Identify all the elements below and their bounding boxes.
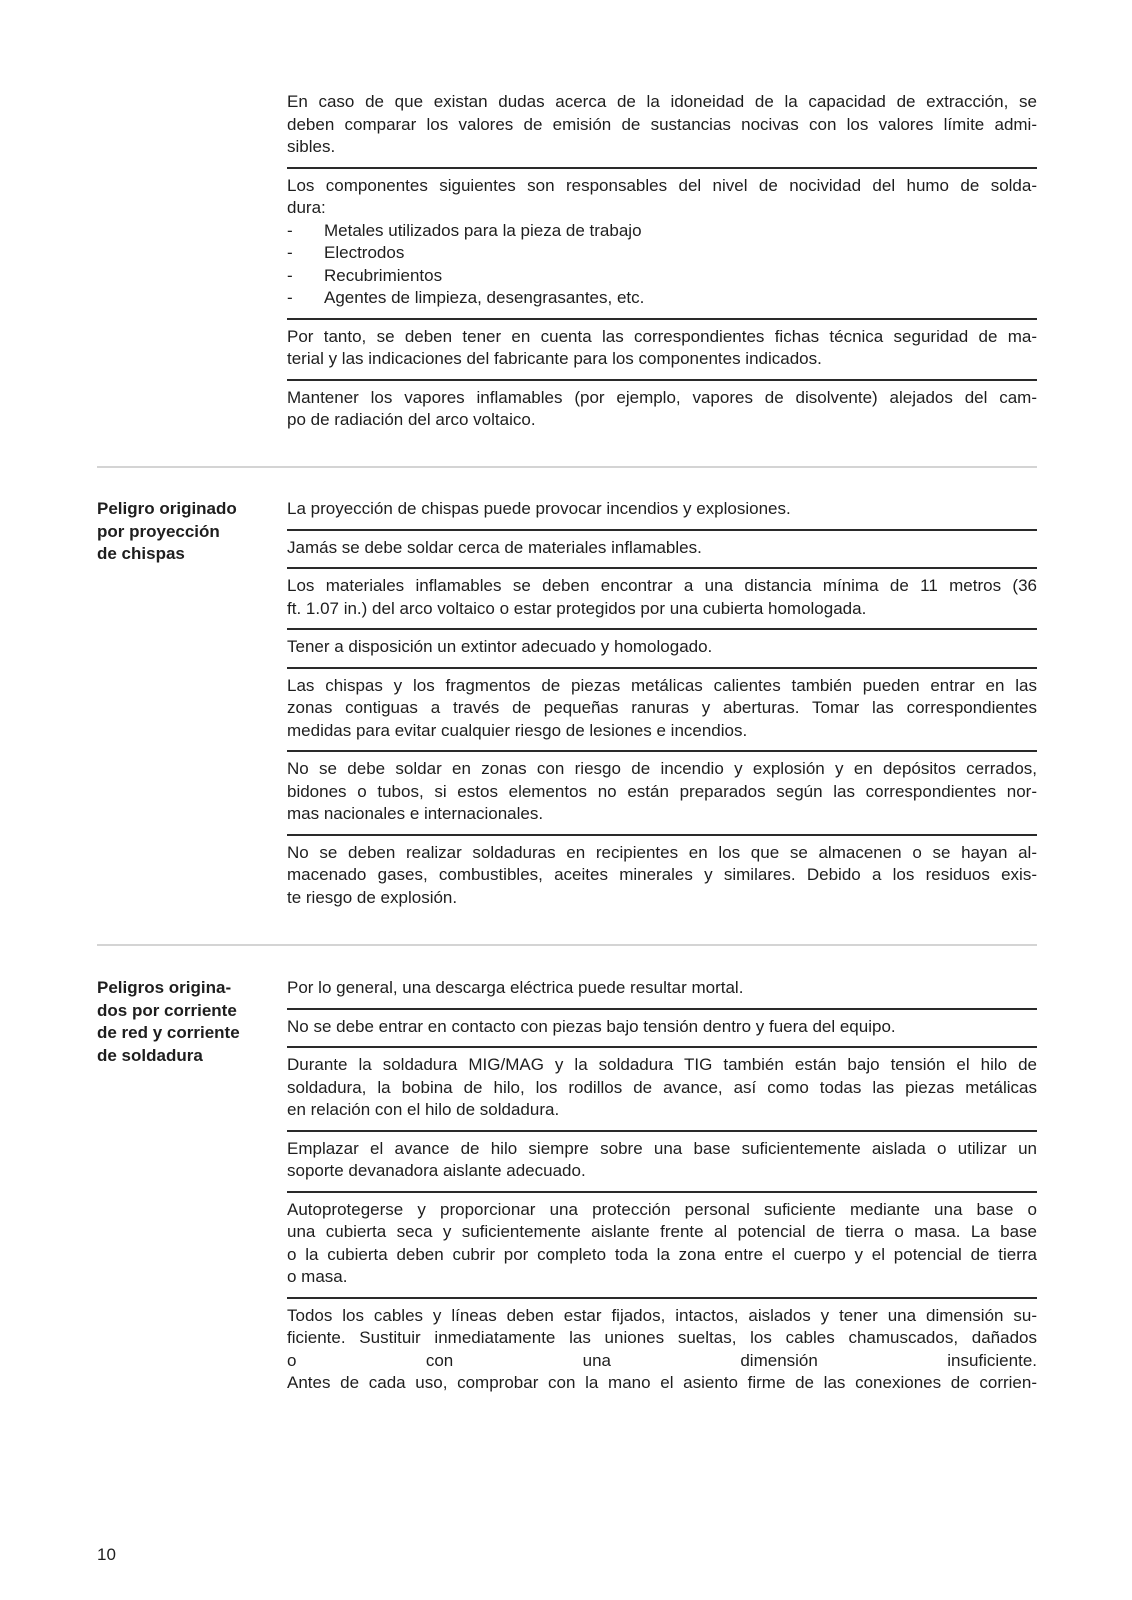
paragraph-line: ft. 1.07 in.) del arco voltaico o estar protegidos por una cubierta homologada. [287, 598, 867, 618]
paragraph-block [287, 320, 1037, 381]
paragraph-line: No se debe soldar en zonas con riesgo de incendio y explosión y en depósitos cerrados, [287, 759, 1037, 778]
paragraph-line: Mantener los vapores inflamables (por ejemplo, vapores de disolvente) alejados del cam- [287, 387, 1037, 407]
paragraph-line: Por tanto, se deben tener en cuenta las correspondientes fichas técnica seguridad de ma- [287, 326, 1037, 346]
list-item [287, 220, 1037, 243]
paragraph-block [287, 669, 1037, 753]
section-heading-line: de red y corriente [97, 1023, 240, 1042]
list-item-text: Metales utilizados para la pieza de trabajo [324, 220, 642, 240]
list-item-text: Electrodos [324, 243, 405, 262]
paragraph-line: soporte devanadora aislante adecuado. [287, 1161, 586, 1180]
paragraph-block [287, 569, 1037, 630]
section-heading [97, 977, 267, 1067]
list-dash: - [287, 288, 293, 307]
paragraph-block [287, 752, 1037, 836]
paragraph-line: Antes de cada uso, comprobar con la mano el asiento firme de las conexiones de corrien- [287, 1373, 1037, 1392]
list-item-text: Recubrimientos [324, 265, 443, 285]
paragraph-block [287, 381, 1037, 440]
paragraph-line: No se debe entrar en contacto con piezas bajo tensión dentro y fuera del equipo. [287, 1016, 896, 1036]
paragraph-line: en relación con el hilo de soldadura. [287, 1100, 560, 1119]
paragraph-line: ficiente. Sustituir inmediatamente las uniones sueltas, los cables chamuscados, dañados [287, 1328, 1037, 1347]
paragraph-block [287, 91, 1037, 169]
list-item [287, 242, 1037, 265]
paragraph-block [287, 1299, 1037, 1403]
paragraph-block [287, 630, 1037, 669]
paragraph-block [287, 1132, 1037, 1193]
list-dash: - [287, 243, 293, 262]
paragraph-line: bidones o tubos, si estos elementos no están preparados según las correspondientes nor- [287, 781, 1037, 801]
list-dash: - [287, 220, 293, 240]
section-content [287, 977, 1037, 1403]
paragraph-block [287, 977, 1037, 1010]
paragraph-line: Los componentes siguientes son responsables del nivel de nocividad del humo de solda- [287, 175, 1037, 195]
paragraph-line: deben comparar los valores de emisión de sustancias nocivas con los valores límite admi- [287, 114, 1037, 134]
paragraph-line: zonas contiguas a través de pequeñas ranuras y aberturas. Tomar las correspondientes [287, 698, 1037, 717]
paragraph-block [287, 531, 1037, 570]
list-dash: - [287, 265, 293, 285]
section-heading-line: de soldadura [97, 1045, 203, 1065]
paragraph-line: o masa. [287, 1267, 348, 1286]
section-heading-line: por proyección [97, 521, 220, 541]
paragraph-line: Todos los cables y líneas deben estar fijados, intactos, aislados y tener una dimensión su- [287, 1305, 1037, 1325]
section-heading-line: dos por corriente [97, 1000, 237, 1020]
section-content [287, 91, 1037, 440]
paragraph-line: o con una dimensión insuficiente. [287, 1350, 1037, 1370]
section-heading [97, 498, 267, 566]
section-divider [97, 466, 1037, 468]
paragraph-line: Autoprotegerse y proporcionar una protección personal suficiente mediante una base o [287, 1199, 1037, 1219]
paragraph-block [287, 498, 1037, 531]
paragraph-block [287, 836, 1037, 918]
paragraph-line: Durante la soldadura MIG/MAG y la soldadura TIG también están bajo tensión el hilo de [287, 1055, 1037, 1074]
section-heading-line: Peligros origina- [97, 978, 232, 997]
paragraph-block [287, 1048, 1037, 1132]
paragraph-line: Por lo general, una descarga eléctrica puede resultar mortal. [287, 978, 744, 997]
paragraph-line: No se deben realizar soldaduras en recipientes en los que se almacenen o se hayan al- [287, 842, 1037, 862]
list-item [287, 287, 1037, 310]
paragraph-line: o la cubierta deben cubrir por completo toda la zona entre el cuerpo y el potencial de tierra [287, 1244, 1037, 1264]
paragraph-line: Jamás se debe soldar cerca de materiales inflamables. [287, 537, 702, 557]
paragraph-line: macenado gases, combustibles, aceites minerales y similares. Debido a los residuos exis- [287, 865, 1037, 884]
paragraph-line: medidas para evitar cualquier riesgo de lesiones e incendios. [287, 720, 748, 740]
paragraph-line: Los materiales inflamables se deben encontrar a una distancia mínima de 11 metros (36 [287, 576, 1037, 595]
paragraph-block [287, 169, 1037, 320]
paragraph-line: sibles. [287, 137, 336, 156]
paragraph-line: Emplazar el avance de hilo siempre sobre una base suficientemente aislada o utilizar un [287, 1138, 1037, 1158]
paragraph-block [287, 1193, 1037, 1299]
paragraph-line: una cubierta seca y suficientemente aislante frente al potencial de tierra o masa. La base [287, 1222, 1037, 1241]
paragraph-line: terial y las indicaciones del fabricante para los componentes indicados. [287, 349, 822, 368]
section-heading-line: de chispas [97, 544, 185, 563]
page-number: 10 [97, 1545, 116, 1564]
list-item-text: Agentes de limpieza, desengrasantes, etc. [324, 288, 645, 307]
section-divider [97, 944, 1037, 946]
paragraph-line: En caso de que existan dudas acerca de la idoneidad de la capacidad de extracción, se [287, 92, 1037, 111]
section-heading-line: Peligro originado [97, 499, 237, 518]
section-content [287, 498, 1037, 917]
paragraph-line: La proyección de chispas puede provocar incendios y explosiones. [287, 499, 791, 518]
paragraph-line: soldadura, la bobina de hilo, los rodillos de avance, así como todas las piezas metálicas [287, 1077, 1037, 1097]
list-item [287, 265, 1037, 288]
paragraph-line: mas nacionales e internacionales. [287, 804, 544, 823]
paragraph-line: Tener a disposición un extintor adecuado y homologado. [287, 637, 713, 656]
paragraph-line: Las chispas y los fragmentos de piezas metálicas calientes también pueden entrar en las [287, 675, 1037, 695]
paragraph-line: po de radiación del arco voltaico. [287, 410, 536, 429]
paragraph-block [287, 1010, 1037, 1049]
paragraph-line: te riesgo de explosión. [287, 887, 458, 907]
paragraph-line: dura: [287, 198, 326, 217]
